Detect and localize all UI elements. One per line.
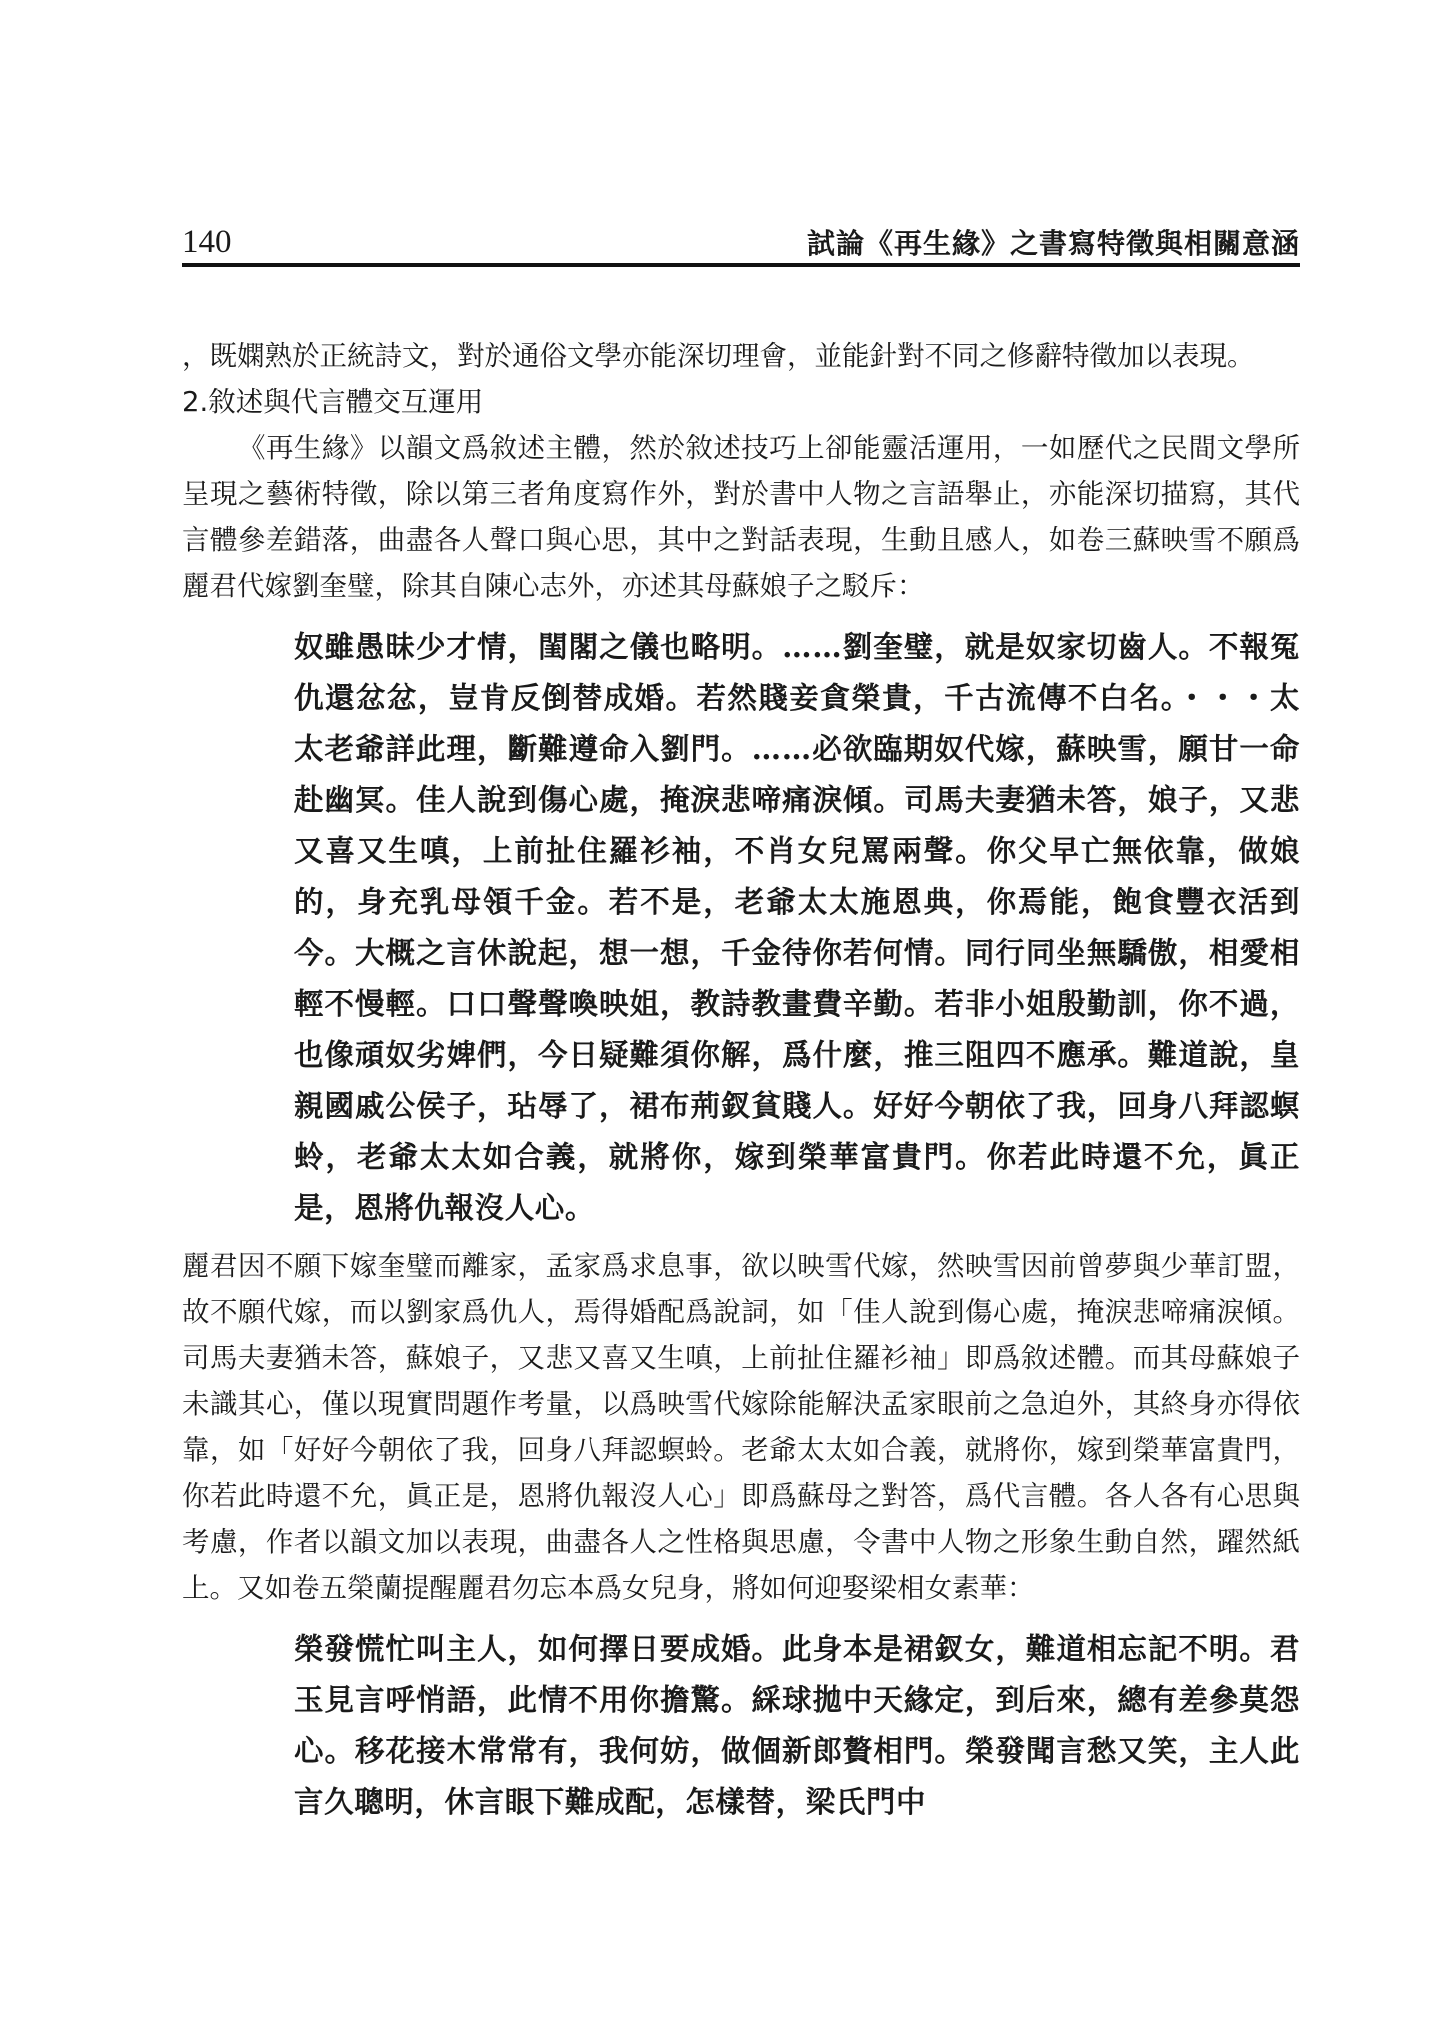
- header-rule: [182, 263, 1300, 267]
- page-number: 140: [182, 224, 232, 260]
- running-title: 試論《再生緣》之書寫特徵與相關意涵: [806, 227, 1300, 260]
- paragraph-continuation: ，既嫻熟於正統詩文，對於通俗文學亦能深切理會，並能針對不同之修辭特徵加以表現。: [182, 340, 1255, 372]
- section-subheading: 2.敘述與代言體交互運用: [182, 386, 484, 418]
- body-text: [182, 333, 1300, 1837]
- block-quote: 奴雖愚昧少才情，閨閣之儀也略明。……劉奎璧，就是奴家切齒人。不報冤仇還忿忿，豈肯反倒替成婚。若然賤妾貪榮貴，千古流傳不白名。・・・太太老爺詳此理，斷難遵命入劉門。……必欲臨期奴代嫁，蘇映雪，願甘一命赴幽冥。佳人說到傷心處，掩淚悲啼痛淚傾。司馬夫妻猶未答，娘子，又悲又喜又生嗔，上前扯住羅衫袖，不肖女兒罵兩聲。你父早亡無依靠，做娘的，身充乳母領千金。若不是，老爺太太施恩典，你焉能，飽食豐衣活到今。大概之言休說起，想一想，千金待你若何情。同行同坐無驕傲，相愛相輕不慢輕。口口聲聲喚映姐，教詩教畫費辛勤。若非小姐殷勤訓，你不過，也像頑奴劣婢們，今日疑難須你解，爲什麼，推三阻四不應承。難道說，皇親國戚公侯子，玷辱了，裙布荊釵貧賤人。好好今朝依了我，回身八拜認螟蛉，老爺太太如合義，就將你，嫁到榮華富貴門。你若此時還不允，眞正是，恩將仇報沒人心。: [294, 629, 1300, 1225]
- paragraph: 《再生緣》以韻文爲敘述主體，然於敘述技巧上卻能靈活運用，一如歷代之民間文學所呈現之藝術特徵，除以第三者角度寫作外，對於書中人物之言語舉止，亦能深切描寫，其代言體參差錯落，曲盡各人聲口與心思，其中之對話表現，生動且感人，如卷三蘇映雪不願爲麗君代嫁劉奎璧，除其自陳心志外，亦述其母蘇娘子之駁斥：: [182, 432, 1300, 602]
- paragraph: 麗君因不願下嫁奎璧而離家，孟家爲求息事，欲以映雪代嫁，然映雪因前曾夢與少華訂盟，故不願代嫁，而以劉家爲仇人，焉得婚配爲說詞，如「佳人說到傷心處，掩淚悲啼痛淚傾。司馬夫妻猶未答，蘇娘子，又悲又喜又生嗔，上前扯住羅衫袖」即爲敘述體。而其母蘇娘子未識其心，僅以現實問題作考量，以爲映雪代嫁除能解決孟家眼前之急迫外，其終身亦得依靠，如「好好今朝依了我，回身八拜認螟蛉。老爺太太如合義，就將你，嫁到榮華富貴門，你若此時還不允，眞正是，恩將仇報沒人心」即爲蘇母之對答，爲代言體。各人各有心思與考慮，作者以韻文加以表現，曲盡各人之性格與思慮，令書中人物之形象生動自然，躍然紙上。又如卷五榮蘭提醒麗君勿忘本爲女兒身，將如何迎娶梁相女素華：: [182, 1250, 1300, 1604]
- block-quote: 榮發慌忙叫主人，如何擇日要成婚。此身本是裙釵女，難道相忘記不明。君玉見言呼悄語，此情不用你擔驚。綵球拋中天緣定，到后來，總有差參莫怨心。移花接木常常有，我何妨，做個新郎贅相門。榮發聞言愁又笑，主人此言久聰明，休言眼下難成配，怎樣替，梁氏門中: [294, 1631, 1300, 1819]
